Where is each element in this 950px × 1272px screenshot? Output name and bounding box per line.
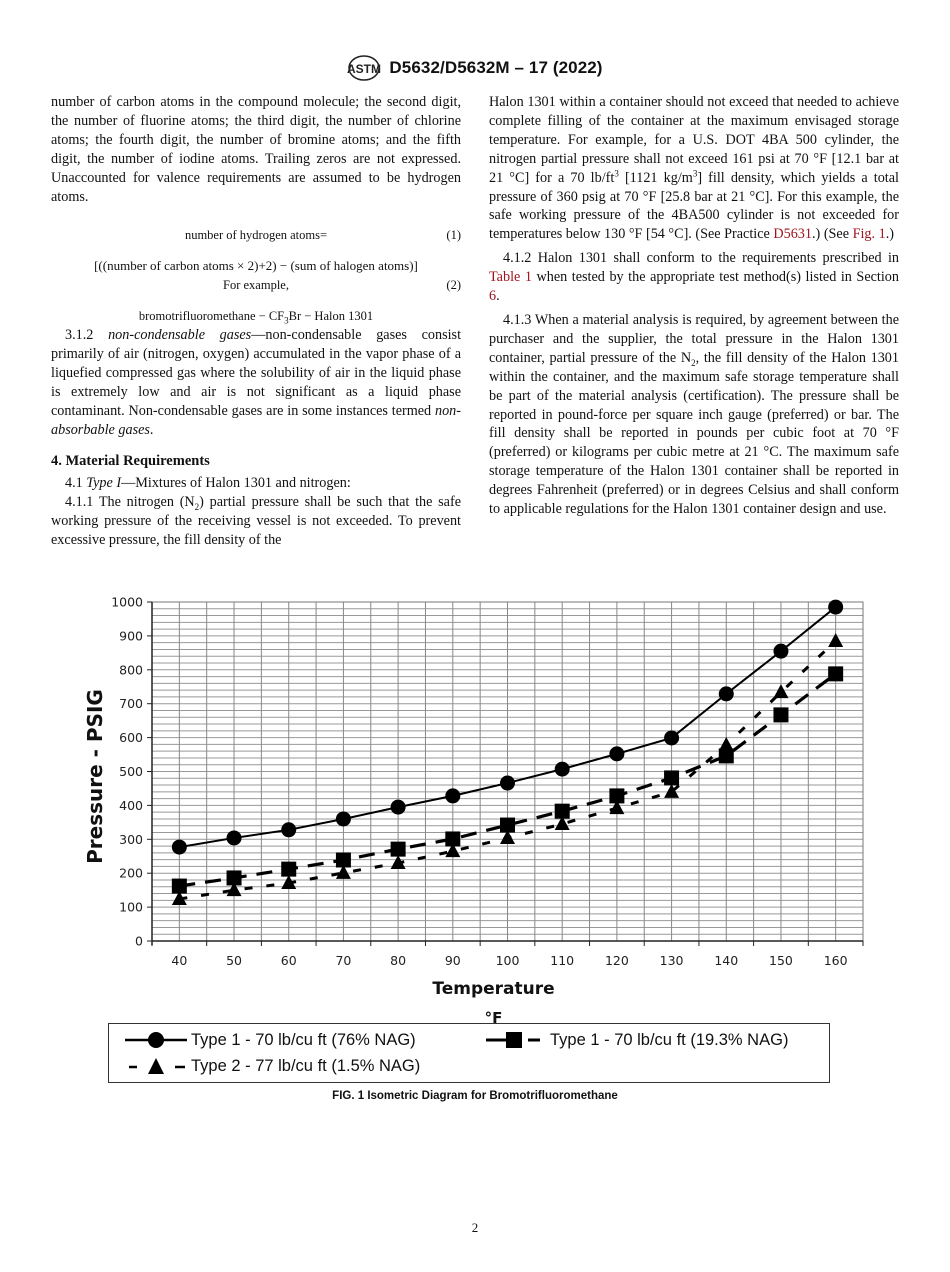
svg-text:ASTM: ASTM <box>347 62 382 76</box>
svg-text:80: 80 <box>390 953 407 968</box>
section-4-1-1-continued: Halon 1301 within a container should not exceed that needed to achieve complete filling of the container at the maximum envisaged storage temperature. For example, for a U.S. DOT 4BA 500 cylinder, the nitrogen partial pressure shall not exceed 161 psi at 70 °F [12.1 bar at 21 °C] for a 70 $lb/ft^3$ [1121 $kg/m^3$] fill density, which yields a total pressure of 360 psig at 70 °F [25.8 bar at 21 °C]. For this example, the safe working pressure of the 4BA500 cylinder is not exceeded for temperatures below 130 °F [54 °C]. (See Practice D5631.) (See Fig. 1.) <box>489 94 899 243</box>
svg-text:200: 200 <box>119 865 143 881</box>
page-number: 2 <box>471 1220 479 1235</box>
svg-text:160: 160 <box>823 953 848 968</box>
equation-number: (2) <box>446 278 461 293</box>
svg-text:110: 110 <box>550 953 575 968</box>
svg-text:70: 70 <box>335 953 352 968</box>
equation-number: (1) <box>446 228 461 243</box>
svg-text:900: 900 <box>119 628 143 644</box>
svg-text:120: 120 <box>604 953 629 968</box>
pressure-temperature-chart <box>80 590 880 1027</box>
document-id: D5632/D5632M – 17 (2022) <box>389 58 603 77</box>
svg-text:300: 300 <box>119 831 143 847</box>
figure-caption: FIG. 1 Isometric Diagram for Bromotrifluoromethane <box>332 1090 618 1102</box>
right-column <box>489 93 899 519</box>
section-4-1: 4.1 Type I—Mixtures of Halon 1301 and nitrogen: <box>65 475 351 492</box>
svg-text:60: 60 <box>280 953 297 968</box>
svg-text:90: 90 <box>444 953 461 968</box>
svg-text:Pressure - PSIG: Pressure - PSIG <box>83 689 107 864</box>
equation-2-example: bromotrifluoromethane − $CF_3Br$ − Halon 1301 <box>138 309 374 326</box>
link-d5631[interactable]: D5631 <box>773 226 812 243</box>
equation-2: For example, (2) <box>51 276 461 295</box>
section-4-1-1: 4.1.1 The nitrogen $(N_2)$ partial pressure shall be such that the safe working pressure of the receiving vessel is not exceeded. To prevent excessive pressure, the fill density of the <box>51 494 462 549</box>
legend-item-square: Type 1 - 70 lb/cu ft (19.3% NAG) <box>484 1030 788 1050</box>
svg-text:100: 100 <box>119 899 143 915</box>
svg-text:50: 50 <box>226 953 242 968</box>
section-4-1-3: 4.1.3 When a material analysis is required, by agreement between the purchaser and the supplier, the total pressure in the Halon 1301 container, partial pressure of the $N_2$, the fill density of the Halon 1301 within the container, and the maximum safe storage temperature shall be part of the material analysis (certification). The pressure shall be reported in pound-force per square inch gauge (preferred) or bar. The fill density shall be reported in pounds per cubic foot at 70 °F (preferred) or kilograms per cubic metre at 21 °C. The maximum safe storage temperature of the Halon 1301 container shall be reported in degrees Fahrenheit (preferred) or in degrees Celsius and shall conform to applicable regulations for the Halon 1301 container design and use. <box>489 311 899 518</box>
page-header <box>0 54 950 82</box>
link-table-1[interactable]: Table 1 <box>489 269 532 286</box>
svg-text:500: 500 <box>119 764 143 779</box>
svg-text:1000: 1000 <box>111 594 143 610</box>
section-4-heading: 4. Material Requirements <box>51 452 210 469</box>
legend-item-triangle: Type 2 - 77 lb/cu ft (1.5% NAG) <box>123 1056 420 1076</box>
circle-marker-icon <box>123 1030 189 1050</box>
svg-text:600: 600 <box>119 730 143 746</box>
paragraph-intro: number of carbon atoms in the compound molecule; the second digit, the number of fluorine atoms; the third digit, the number of chlorine atoms; the fourth digit, the number of bromine atoms; and the fifth digit, the number of iodine atoms. Trailing zeros are not expressed. Unaccounted for valence requirements are assumed to be hydrogen atoms. <box>51 94 461 205</box>
svg-text:Temperature: Temperature <box>432 979 555 999</box>
section-4-1-2: 4.1.2 Halon 1301 shall conform to the requirements prescribed in Table 1 when tested by the appropriate test method(s) listed in Section 6. <box>489 250 899 305</box>
legend-item-circle: Type 1 - 70 lb/cu ft (76% NAG) <box>123 1030 416 1050</box>
svg-text:140: 140 <box>714 953 739 968</box>
svg-text:130: 130 <box>659 953 684 968</box>
svg-text:100: 100 <box>495 953 520 968</box>
svg-text:800: 800 <box>119 662 143 678</box>
svg-text:0: 0 <box>135 933 143 949</box>
left-column <box>51 93 461 550</box>
equation-1-body: [((number of carbon atoms × 2)+2) − (sum of halogen atoms)] <box>94 258 418 274</box>
svg-text:700: 700 <box>119 696 143 712</box>
chart-legend <box>108 1023 830 1083</box>
svg-text:150: 150 <box>769 953 793 968</box>
term: non-condensable gases <box>108 327 252 344</box>
square-marker-icon <box>484 1030 548 1050</box>
link-section-6[interactable]: 6 <box>489 288 497 305</box>
svg-text:400: 400 <box>119 797 143 813</box>
equation-1: number of hydrogen atoms= (1) <box>51 226 461 245</box>
triangle-marker-icon <box>123 1056 189 1076</box>
section-3-1-2: 3.1.2 non-condensable gases—non-condensable gases consist primarily of air (nitrogen, oxygen) accumulated in the vapor phase of a liquefied compressed gas where the solubility of air in the liquid phase is extremely low and air is not significant as a liquid phase contaminant. Non-condensable gases are in some instances termed non-absorbable gases. <box>51 327 462 438</box>
svg-text:°F: °F <box>484 1009 503 1027</box>
svg-text:40: 40 <box>171 953 188 968</box>
term: non-absorbable gases <box>51 402 461 438</box>
link-fig-1[interactable]: Fig. 1 <box>852 226 886 243</box>
astm-logo-icon <box>347 54 381 82</box>
